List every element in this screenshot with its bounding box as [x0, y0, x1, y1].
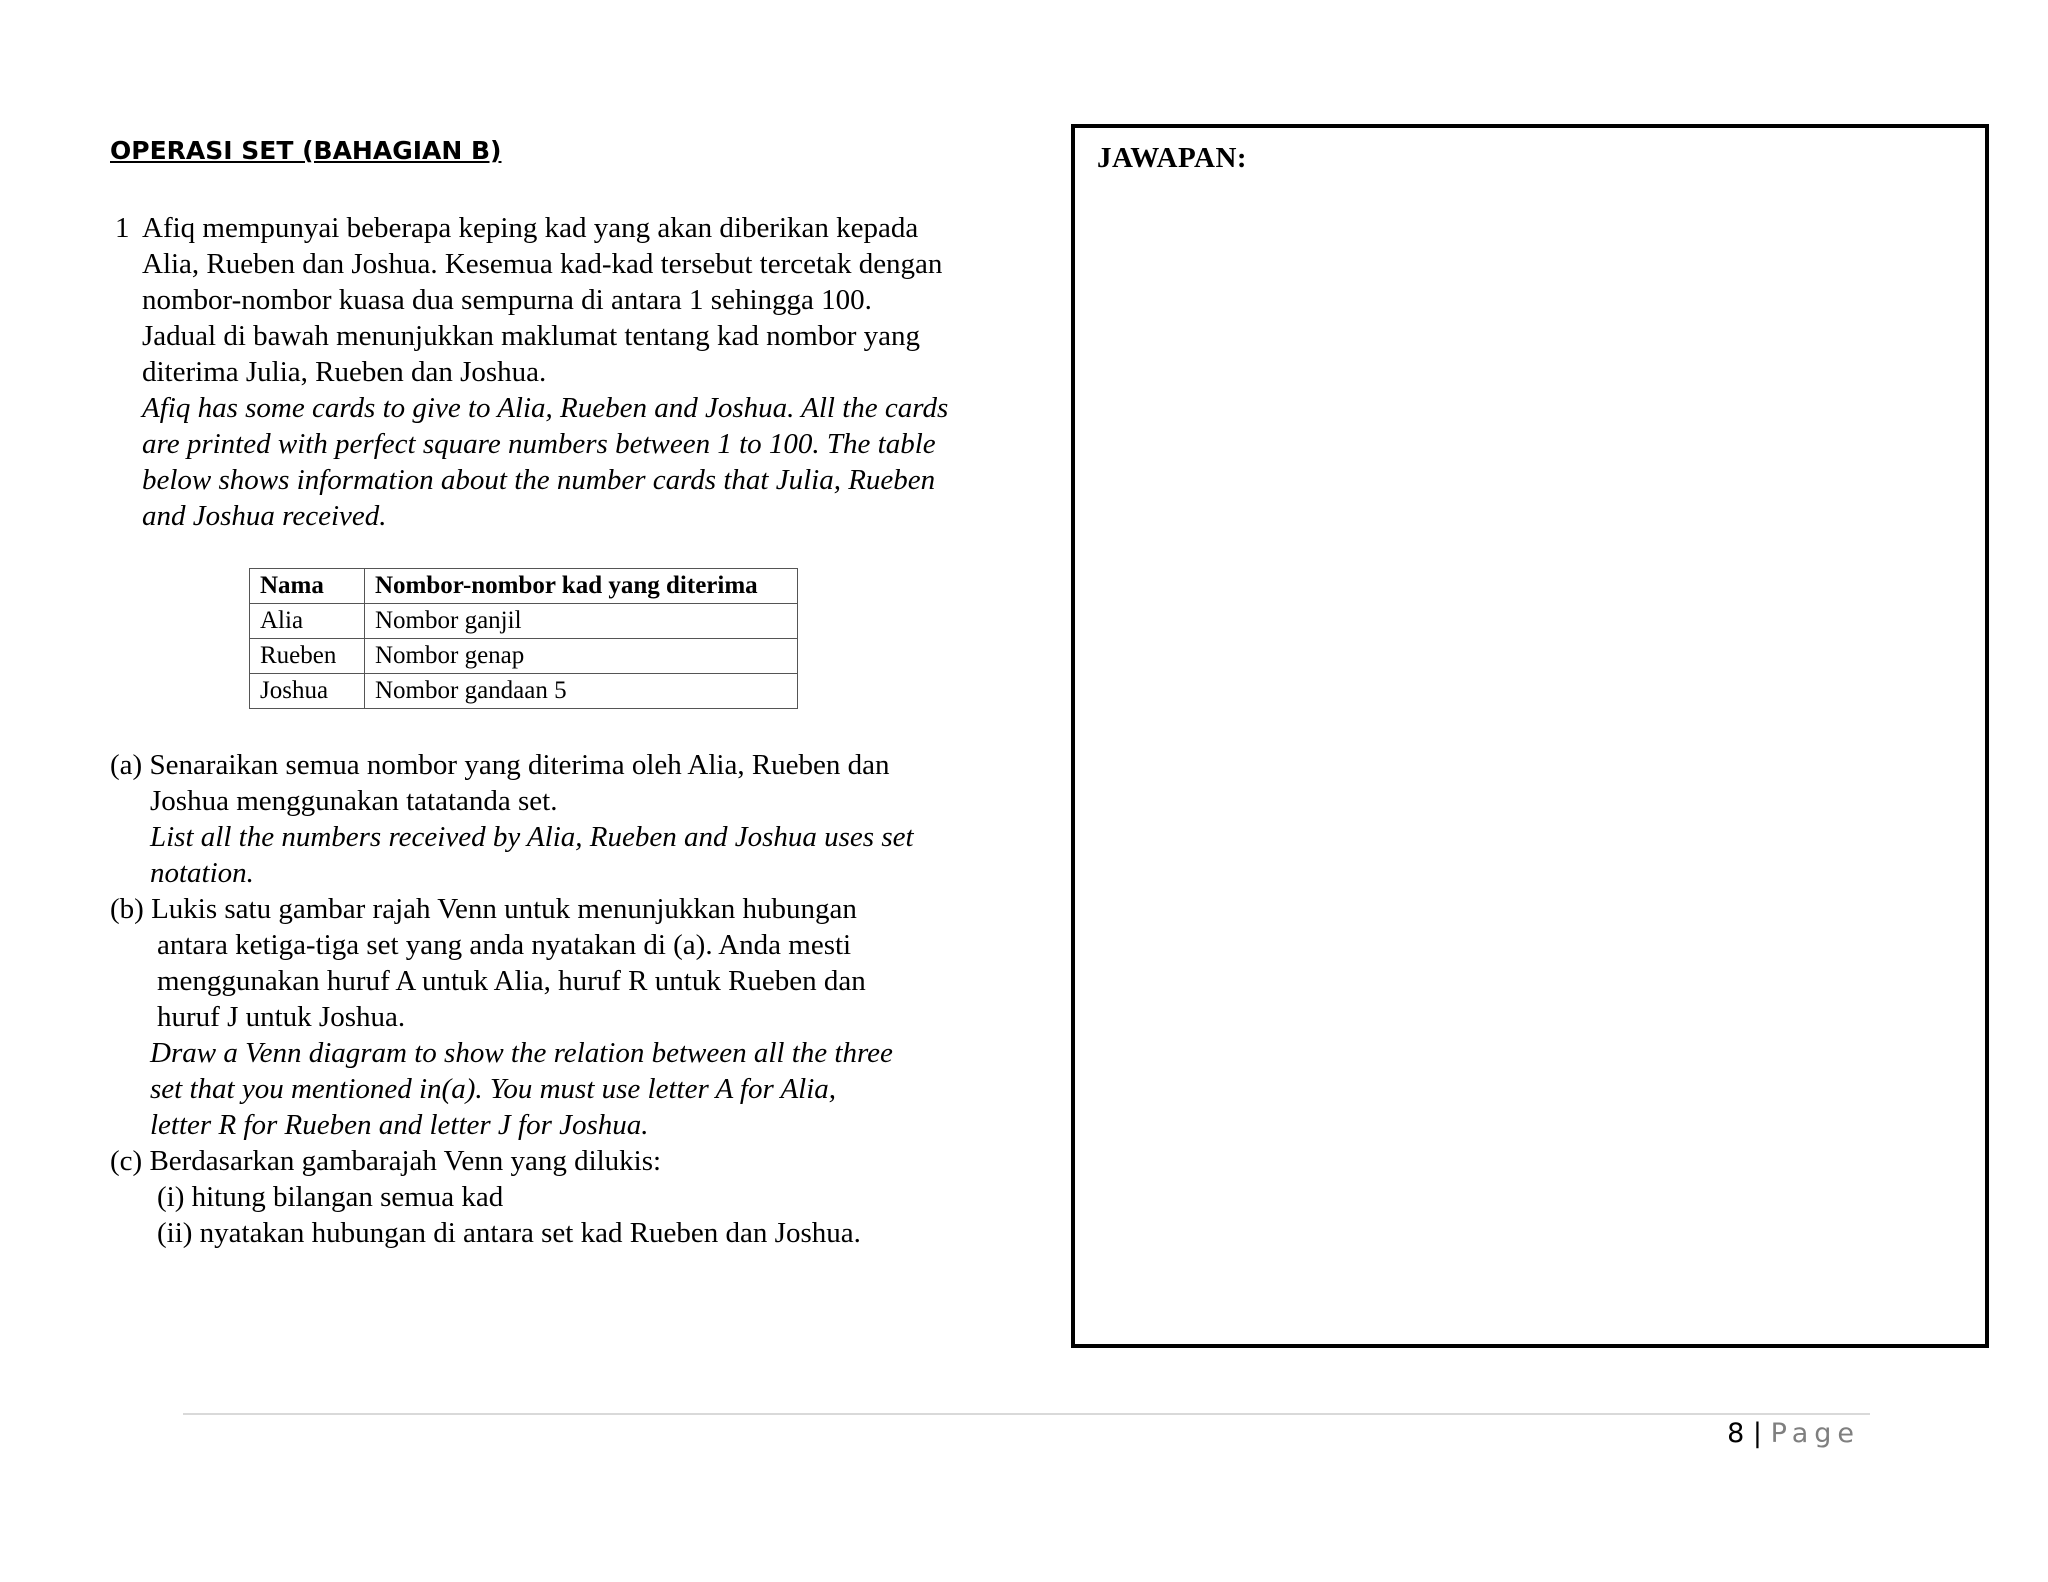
- part-c-sub-ii: (ii) nyatakan hubungan di antara set kad Rueben dan Joshua.: [157, 1217, 861, 1249]
- part-b-label: (b): [110, 893, 144, 925]
- footer-divider: [183, 1413, 1870, 1415]
- part-a-malay-line: Senaraikan semua nombor yang diterima oleh Alia, Rueben dan: [149, 749, 890, 781]
- cards-table: [249, 568, 798, 709]
- part-b-english-line: set that you mentioned in(a). You must use letter A for Alia,: [150, 1073, 837, 1105]
- question-english-line: below shows information about the number cards that Julia, Rueben: [142, 464, 936, 496]
- table-cell-cards: Nombor ganjil: [365, 604, 798, 639]
- part-a-english-line: List all the numbers received by Alia, Rueben and Joshua uses set: [150, 821, 914, 853]
- part-b-malay-line: menggunakan huruf A untuk Alia, huruf R untuk Rueben dan: [157, 965, 866, 997]
- question-english-line: and Joshua received.: [142, 500, 387, 532]
- part-a-label: (a): [110, 749, 143, 781]
- table-cell-cards: Nombor genap: [365, 639, 798, 674]
- table-cell-name: Alia: [250, 604, 365, 639]
- table-cell-name: Rueben: [250, 639, 365, 674]
- table-header-row: [250, 569, 798, 604]
- part-b-malay-line: antara ketiga-tiga set yang anda nyatakan di (a). Anda mesti: [157, 929, 852, 961]
- table-cell-name: Joshua: [250, 674, 365, 709]
- table-row: [250, 639, 798, 674]
- table-cell-cards: Nombor gandaan 5: [365, 674, 798, 709]
- question-malay-line: diterima Julia, Rueben dan Joshua.: [142, 356, 547, 388]
- section-heading: OPERASI SET (BAHAGIAN B): [110, 136, 502, 165]
- part-b-malay-line: huruf J untuk Joshua.: [157, 1001, 406, 1033]
- question-malay-line: Alia, Rueben dan Joshua. Kesemua kad-kad tersebut tercetak dengan: [142, 248, 943, 280]
- page-word: Page: [1770, 1418, 1860, 1449]
- question-malay-line: Afiq mempunyai beberapa keping kad yang akan diberikan kepada: [142, 212, 919, 244]
- part-c-sub-i: (i) hitung bilangan semua kad: [157, 1181, 504, 1213]
- question-parts: [110, 747, 1010, 1251]
- answer-label: JAWAPAN:: [1097, 142, 1248, 174]
- part-a-english-line: notation.: [150, 857, 254, 889]
- question-text: [142, 210, 1015, 534]
- part-b: [110, 891, 1010, 1143]
- question-number: 1: [115, 212, 130, 244]
- part-c: [110, 1143, 1010, 1251]
- answer-box[interactable]: [1071, 124, 1989, 1348]
- part-b-malay-line: Lukis satu gambar rajah Venn untuk menunjukkan hubungan: [151, 893, 857, 925]
- question-english-line: are printed with perfect square numbers between 1 to 100. The table: [142, 428, 936, 460]
- page-number: 8: [1727, 1418, 1745, 1449]
- part-a-malay-line: Joshua menggunakan tatatanda set.: [150, 785, 558, 817]
- question-1: [115, 210, 1015, 534]
- part-b-english-line: letter R for Rueben and letter J for Joshua.: [150, 1109, 649, 1141]
- part-c-malay-line: Berdasarkan gambarajah Venn yang dilukis:: [149, 1145, 662, 1177]
- part-c-label: (c): [110, 1145, 143, 1177]
- page-footer: [1727, 1418, 1860, 1449]
- table-row: [250, 604, 798, 639]
- question-malay-line: nombor-nombor kuasa dua sempurna di antara 1 sehingga 100.: [142, 284, 872, 316]
- table-header-cell: Nama: [250, 569, 365, 604]
- question-english-line: Afiq has some cards to give to Alia, Rueben and Joshua. All the cards: [142, 392, 949, 424]
- table-row: [250, 674, 798, 709]
- footer-separator: |: [1752, 1418, 1763, 1449]
- part-a: [110, 747, 1010, 891]
- table-header-cell: Nombor-nombor kad yang diterima: [365, 569, 798, 604]
- question-malay-line: Jadual di bawah menunjukkan maklumat tentang kad nombor yang: [142, 320, 920, 352]
- part-b-english-line: Draw a Venn diagram to show the relation between all the three: [150, 1037, 893, 1069]
